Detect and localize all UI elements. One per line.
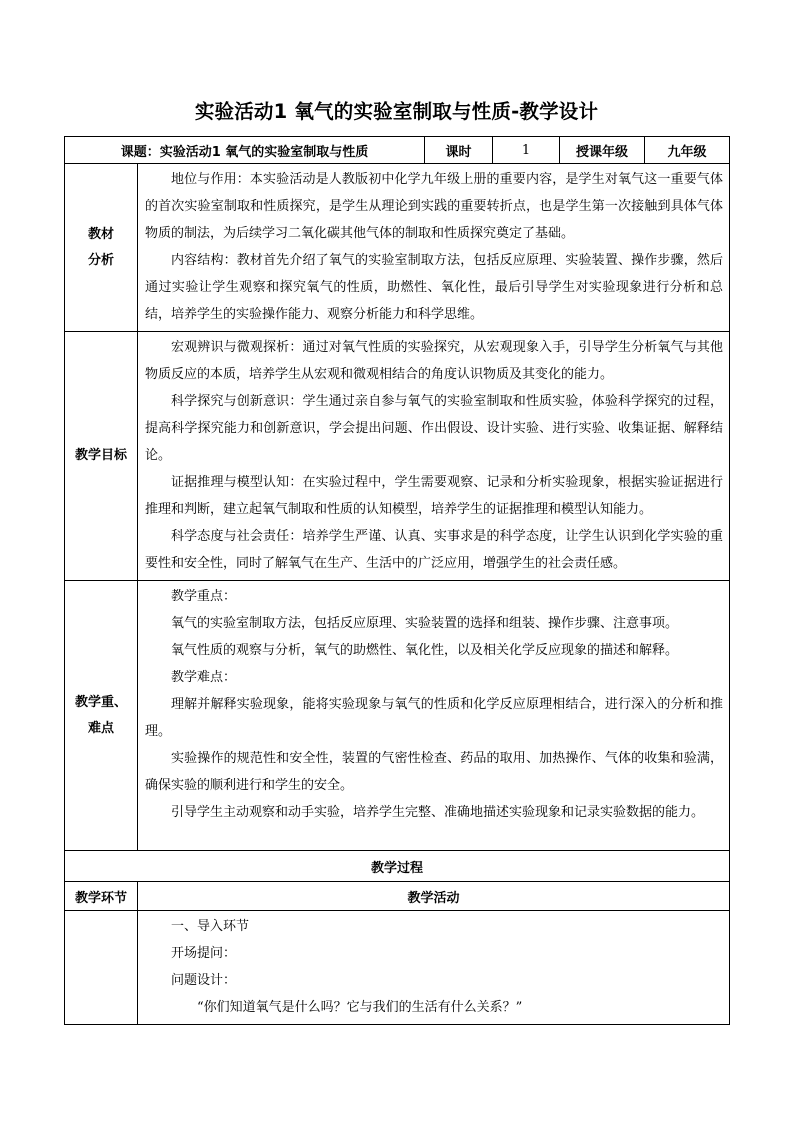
hours-value: 1 [493,137,560,164]
keypoint-paragraph: 氧气性质的观察与分析，氧气的助燃性、氧化性，以及相关化学反应现象的描述和解释。 [171,643,679,658]
grade-value: 九年级 [645,137,730,164]
keypoint-paragraph: 引导学生主动观察和动手实验，培养学生完整、准确地描述实验现象和记录实验数据的能力。 [171,805,705,820]
lesson-plan-table [64,136,730,1025]
process-row [65,911,730,1025]
grade-label: 授课年级 [560,137,645,164]
objectives-row [65,332,730,581]
process-col-stage: 教学环节 [65,882,138,911]
hours-label: 课时 [425,137,493,164]
analysis-paragraph: 内容结构：教材首先介绍了氧气的实验室制取方法，包括反应原理、实验装置、操作步骤，然后通过实验让学生观察和探究氧气的性质，助燃性、氧化性，最后引导学生对实验现象进行分析和总结，培养学生的实验操作能力、观察分析能力和科学思维。 [145,253,724,322]
keypoint-paragraph: 氧气的实验室制取方法，包括反应原理、实验装置的选择和组装、操作步骤、注意事项。 [171,616,679,631]
objective-paragraph: 科学探究与创新意识：学生通过亲自参与氧气的实验室制取和性质实验，体验科学探究的过程，提高科学探究能力和创新意识，学会提出问题、作出假设、设计实验、进行实验、收集证据、解释结论。 [145,394,724,463]
header-row [65,137,730,164]
activity-quote: “你们知道氧气是什么吗？它与我们的生活有什么关系？” [197,1000,523,1015]
process-title-row [65,851,730,882]
keypoints-label-line1: 教学重、 [74,694,127,710]
process-header-row [65,882,730,911]
process-section-title: 教学过程 [65,851,730,882]
analysis-label [65,164,138,332]
process-activity-cell [138,911,730,1025]
process-stage-cell [65,911,138,1025]
document-title: 实验活动1 氧气的实验室制取与性质-教学设计 [194,100,599,123]
activity-line: 一、导入环节 [171,919,250,934]
keypoint-paragraph: 实验操作的规范性和安全性，装置的气密性检查、药品的取用、加热操作、气体的收集和验满，确保实验的顺利进行和学生的安全。 [145,751,724,793]
process-col-activity: 教学活动 [138,882,730,911]
analysis-label-line1: 教材 [87,226,114,242]
keypoint-paragraph: 教学重点： [171,589,237,604]
keypoints-label [65,581,138,851]
objective-paragraph: 科学态度与社会责任：培养学生严谨、认真、实事求是的科学态度，让学生认识到化学实验的重要性和安全性，同时了解氧气在生产、生活中的广泛应用，增强学生的社会责任感。 [145,529,724,571]
topic-cell: 课题：实验活动1 氧气的实验室制取与性质 [65,137,425,164]
keypoint-paragraph: 理解并解释实验现象，能将实验现象与氧气的性质和化学反应原理相结合，进行深入的分析和推理。 [145,697,724,739]
analysis-content [138,164,730,332]
objectives-label: 教学目标 [65,332,138,581]
objective-paragraph: 证据推理与模型认知：在实验过程中，学生需要观察、记录和分析实验现象，根据实验证据进行推理和判断，建立起氧气制取和性质的认知模型，培养学生的证据推理和模型认知能力。 [145,475,724,517]
activity-line: 开场提问： [171,946,237,961]
objective-paragraph: 宏观辨识与微观探析：通过对氧气性质的实验探究，从宏观现象入手，引导学生分析氧气与其他物质反应的本质，培养学生从宏观和微观相结合的角度认识物质及其变化的能力。 [145,340,724,382]
keypoints-label-line2: 难点 [87,720,114,736]
activity-line: 问题设计： [171,973,237,988]
analysis-paragraph: 地位与作用：本实验活动是人教版初中化学九年级上册的重要内容，是学生对氧气这一重要气体的首次实验室制取和性质探究，是学生从理论到实践的重要转折点，也是学生第一次接触到具体气体物质的制法，为后续学习二氧化碳其他气体的制取和性质探究奠定了基础。 [145,172,724,241]
keypoint-paragraph: 教学难点： [171,670,237,685]
analysis-row [65,164,730,332]
analysis-label-line2: 分析 [87,252,114,268]
keypoints-row [65,581,730,851]
keypoints-content [138,581,730,851]
objectives-content [138,332,730,581]
